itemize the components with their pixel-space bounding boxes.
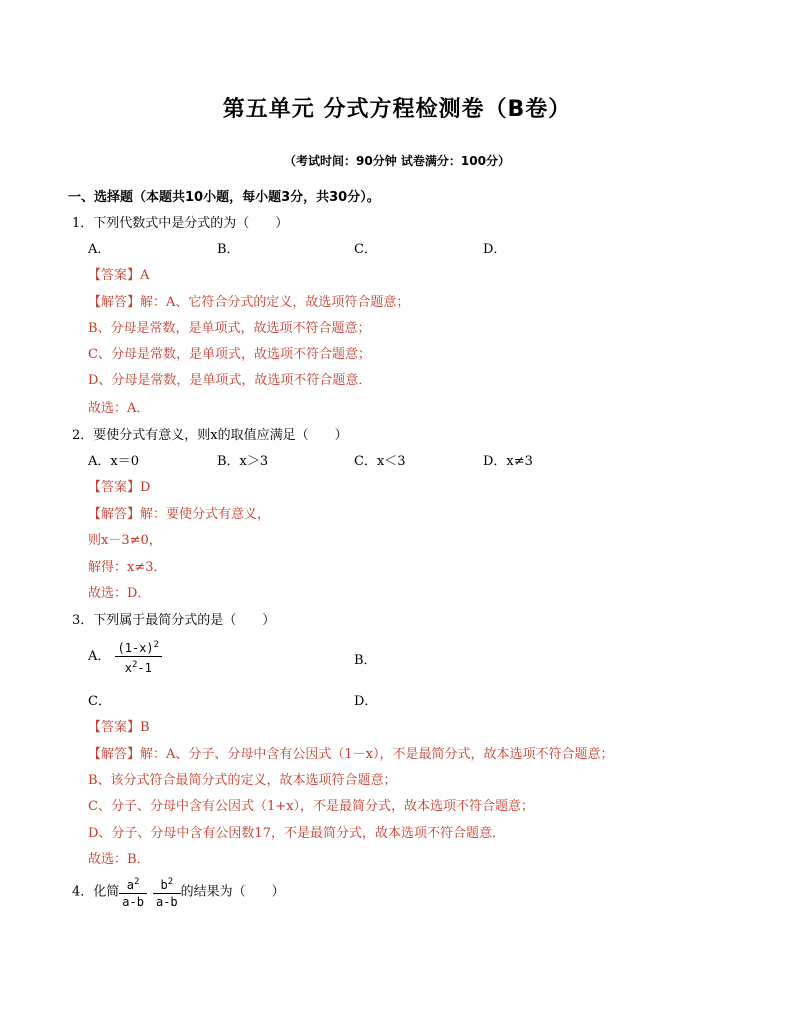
fraction-denominator: a-b: [122, 895, 144, 909]
q2-option-b: B．x＞3: [217, 454, 269, 469]
q3-option-a-fraction: [115, 637, 163, 676]
q2-option-a: A．x＝0: [88, 454, 139, 469]
q1-option-b: B．: [217, 242, 240, 257]
q1-explain-line: C、分母是常数，是单项式，故选项不符合题意；: [88, 347, 371, 362]
section-heading: 一、选择题（本题共10小题，每小题3分，共30分）。: [68, 190, 380, 205]
q4-fraction-1: [119, 874, 147, 910]
q4-prefix: 4．化简: [72, 884, 120, 900]
q3-explain-line: 【解答】解：A、分子、分母中含有公因式（1－x），不是最简分式，故本选项不符合题意；: [88, 747, 614, 762]
q3-option-d: D．: [354, 694, 378, 709]
q3-explain-line: B、该分式符合最简分式的定义，故本选项符合题意；: [88, 773, 397, 788]
exponent: 2: [134, 877, 140, 887]
q3-option-a: [88, 637, 162, 676]
q2-option-c: C．x＜3: [354, 454, 406, 469]
q1-answer: 【答案】A: [88, 268, 150, 283]
q3-explain-line: C、分子、分母中含有公因式（1+x），不是最简分式，故本选项不符合题意；: [88, 799, 534, 814]
fraction-denominator: x: [124, 661, 132, 675]
q1-explain-line: B、分母是常数，是单项式，故选项不符合题意；: [88, 321, 371, 336]
q3-option-b: B．: [354, 653, 377, 668]
q3-option-a-label: A．: [88, 649, 111, 664]
q3-answer: 【答案】B: [88, 720, 150, 735]
question-3-stem: 3．下列属于最简分式的是（ ）: [72, 613, 276, 628]
q1-option-a: A．: [88, 242, 111, 257]
question-1-stem: 1．下列代数式中是分式的为（ ）: [72, 216, 289, 231]
q2-explain-line: 则x－3≠0，: [88, 533, 162, 548]
q3-final: 故选：B．: [88, 852, 150, 867]
fraction-numerator: (1-x): [117, 641, 154, 655]
exam-info: （考试时间：90分钟 试卷满分：100分）: [284, 154, 510, 168]
q2-explain-line: 【解答】解：要使分式有意义，: [88, 507, 271, 522]
page-title: 第五单元 分式方程检测卷（B卷）: [222, 97, 572, 122]
q4-suffix: 的结果为（ ）: [180, 884, 285, 900]
q2-answer: 【答案】D: [88, 480, 151, 495]
fraction-numerator: b: [160, 878, 168, 892]
q1-option-d: D．: [483, 242, 507, 257]
question-4-stem: [72, 874, 285, 910]
fraction-denominator-rest: -1: [137, 661, 152, 675]
fraction-denominator: a-b: [155, 895, 178, 909]
q2-explain-line: 解得：x≠3．: [88, 560, 167, 575]
exponent: 2: [153, 640, 160, 650]
q1-option-c: C．: [354, 242, 377, 257]
q3-option-c: C．: [88, 694, 111, 709]
q2-option-d: D．x≠3: [483, 454, 533, 469]
q4-fraction-2: [153, 874, 181, 910]
q1-explain-line: 【解答】解：A、它符合分式的定义，故选项符合题意；: [88, 295, 410, 310]
exponent: 2: [131, 660, 138, 670]
question-2-stem: 2．要使分式有意义，则x的取值应满足（ ）: [72, 428, 348, 443]
q3-explain-line: D、分子、分母中含有公因数17，不是最简分式，故本选项不符合题意．: [88, 826, 505, 841]
exponent: 2: [167, 877, 174, 887]
q2-final: 故选：D．: [88, 586, 151, 601]
q1-final: 故选：A．: [88, 401, 150, 416]
fraction-numerator: a: [126, 878, 135, 892]
q1-explain-line: D、分母是常数，是单项式，故选项不符合题意．: [88, 373, 372, 388]
